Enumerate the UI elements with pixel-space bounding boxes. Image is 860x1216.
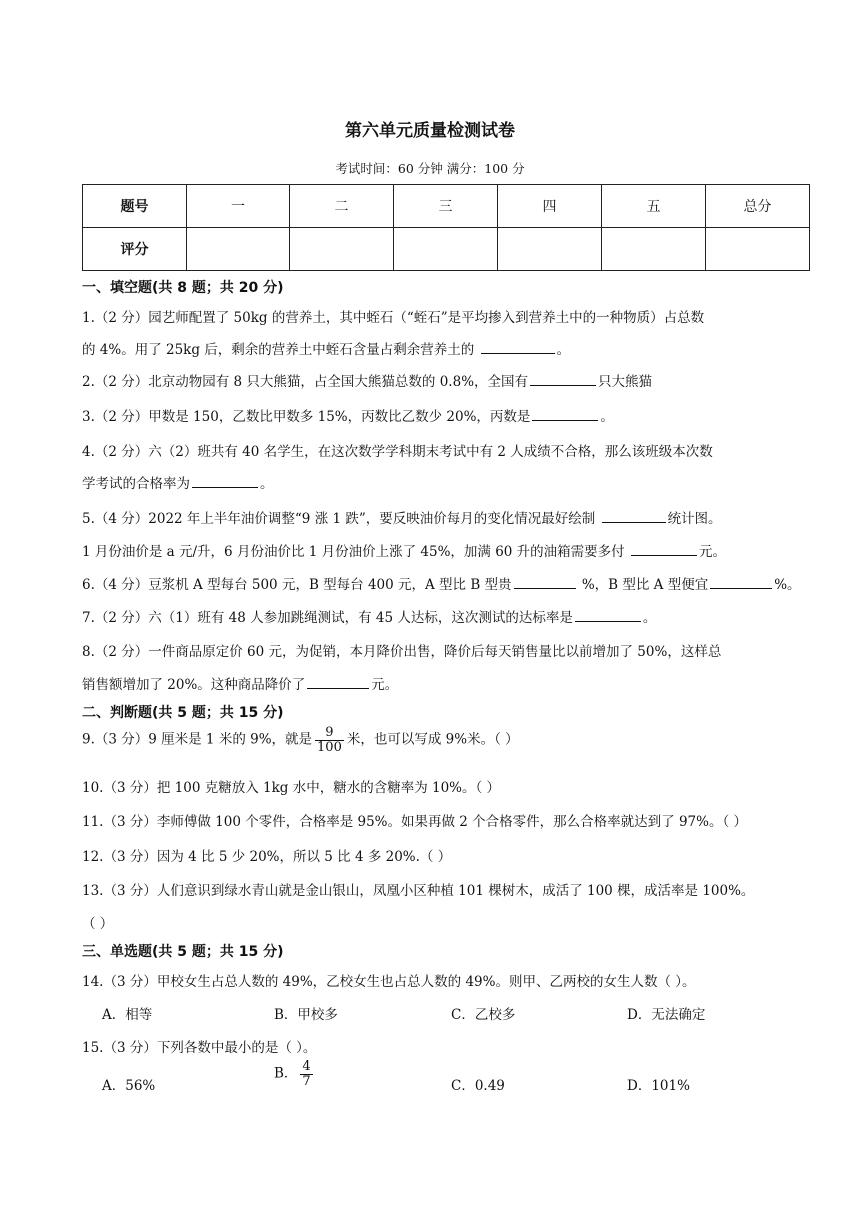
question-text: 3.（2 分）甲数是 150，乙数比甲数多 15%，丙数比乙数少 20%，丙数是 bbox=[82, 409, 531, 425]
score-entry-cell[interactable] bbox=[187, 228, 290, 271]
answer-blank[interactable] bbox=[192, 473, 258, 488]
option-b[interactable] bbox=[274, 1060, 316, 1088]
question-text: 只大熊猫 bbox=[598, 374, 653, 390]
question-3 bbox=[82, 405, 614, 425]
question-1-line-1: 1.（2 分）园艺师配置了 50kg 的营养土，其中蛭石（“蛭石”是平均掺入到营养土中的一种物质）占总数 bbox=[82, 310, 705, 326]
score-entry-cell[interactable] bbox=[602, 228, 706, 271]
score-table-cell: 五 bbox=[602, 185, 706, 228]
answer-blank[interactable] bbox=[481, 339, 555, 354]
score-table-score-row bbox=[83, 228, 810, 271]
question-12: 12.（3 分）因为 4 比 5 少 20%，所以 5 比 4 多 20%.（ ） bbox=[82, 849, 452, 865]
option-label: B． bbox=[274, 1065, 298, 1082]
option-c[interactable]: C．0.49 bbox=[451, 1078, 505, 1094]
section-heading-fill-blank: 一、填空题(共 8 题；共 20 分) bbox=[82, 280, 284, 296]
fraction-numerator: 4 bbox=[302, 1059, 311, 1074]
question-text: %，B 型比 A 型便宜 bbox=[577, 577, 709, 593]
fraction-4-over-7 bbox=[300, 1060, 312, 1088]
fraction-9-over-100 bbox=[315, 726, 344, 754]
question-text: %。 bbox=[774, 577, 801, 593]
question-1-line-2 bbox=[82, 338, 570, 358]
score-entry-cell[interactable] bbox=[394, 228, 498, 271]
question-text: 统计图。 bbox=[667, 511, 722, 527]
answer-blank[interactable] bbox=[514, 574, 576, 589]
fraction-numerator: 9 bbox=[325, 725, 334, 740]
fraction-denominator: 100 bbox=[317, 739, 342, 755]
question-text: 9.（3 分）9 厘米是 1 米的 9%，就是 bbox=[82, 731, 313, 748]
question-text: 1 月份油价是 a 元/升，6 月份油价比 1 月份油价上涨了 45%，加满 60 升的油箱需要多付 bbox=[82, 544, 629, 560]
answer-blank[interactable] bbox=[631, 541, 697, 556]
question-text: 。 bbox=[556, 342, 571, 358]
question-8-line-1: 8.（2 分）一件商品原定价 60 元，为促销，本月降价出售，降价后每天销售量比以前增加了 50%，这样总 bbox=[82, 644, 722, 660]
question-text: 。 bbox=[260, 476, 274, 492]
score-table-cell: 一 bbox=[187, 185, 290, 228]
score-table-cell: 题号 bbox=[83, 185, 187, 228]
question-5-line-1 bbox=[82, 507, 722, 527]
answer-blank[interactable] bbox=[602, 508, 666, 523]
question-text: 2.（2 分）北京动物园有 8 只大熊猫，占全国大熊猫总数的 0.8%，全国有 bbox=[82, 374, 529, 390]
question-11: 11.（3 分）李师傅做 100 个零件，合格率是 95%。如果再做 2 个合格零件，那么合格率就达到了 97%。（ ） bbox=[82, 814, 748, 830]
score-table-header-row bbox=[83, 185, 810, 228]
score-table-cell: 评分 bbox=[83, 228, 187, 271]
question-text: 5.（4 分）2022 年上半年油价调整“9 涨 1 跌”，要反映油价每月的变化情况最好绘制 bbox=[82, 511, 600, 527]
section-heading-single-choice: 三、单选题(共 5 题；共 15 分) bbox=[82, 944, 284, 960]
option-a[interactable]: A．56% bbox=[102, 1078, 156, 1094]
question-14-stem: 14.（3 分）甲校女生占总人数的 49%，乙校女生也占总人数的 49%。则甲、乙两校的女生人数（ ）。 bbox=[82, 974, 696, 990]
answer-blank[interactable] bbox=[575, 607, 641, 622]
question-15-stem: 15.（3 分）下列各数中最小的是（ ）。 bbox=[82, 1040, 317, 1056]
question-text: 元。 bbox=[698, 544, 726, 560]
question-13-line-1: 13.（3 分）人们意识到绿水青山就是金山银山，凤凰小区种植 101 棵树木，成活了 100 棵，成活率是 100%。 bbox=[82, 883, 755, 899]
question-10: 10.（3 分）把 100 克糖放入 1kg 水中，糖水的含糖率为 10%。（ ） bbox=[82, 780, 501, 796]
question-2 bbox=[82, 370, 652, 390]
section-heading-true-false: 二、判断题(共 5 题；共 15 分) bbox=[82, 705, 284, 721]
question-text: 。 bbox=[600, 409, 614, 425]
score-table-cell: 二 bbox=[290, 185, 394, 228]
score-entry-cell[interactable] bbox=[706, 228, 810, 271]
question-text: 6.（4 分）豆浆机 A 型每台 500 元，B 型每台 400 元，A 型比 B 型贵 bbox=[82, 577, 512, 593]
question-text: 销售额增加了 20%。这种商品降价了 bbox=[82, 677, 306, 693]
score-entry-cell[interactable] bbox=[290, 228, 394, 271]
option-d[interactable]: D．101% bbox=[627, 1078, 690, 1094]
question-text: 学考试的合格率为 bbox=[82, 476, 190, 492]
score-table-cell: 总分 bbox=[706, 185, 810, 228]
score-table bbox=[82, 184, 810, 271]
option-a[interactable]: A．相等 bbox=[102, 1007, 153, 1023]
answer-blank[interactable] bbox=[307, 674, 369, 689]
question-5-line-2 bbox=[82, 540, 726, 560]
option-c[interactable]: C．乙校多 bbox=[451, 1007, 516, 1023]
exam-subtitle: 考试时间：60 分钟 满分：100 分 bbox=[335, 161, 525, 176]
question-6 bbox=[82, 573, 801, 593]
question-9 bbox=[82, 726, 519, 754]
question-text: 元。 bbox=[371, 677, 399, 693]
question-text: 米，也可以写成 9%米。（ ） bbox=[346, 731, 519, 748]
answer-blank[interactable] bbox=[530, 371, 596, 386]
option-b[interactable]: B．甲校多 bbox=[274, 1007, 338, 1023]
answer-blank[interactable] bbox=[710, 574, 772, 589]
question-text: 。 bbox=[642, 610, 657, 626]
score-table-cell: 三 bbox=[394, 185, 498, 228]
answer-blank[interactable] bbox=[532, 406, 598, 421]
score-entry-cell[interactable] bbox=[498, 228, 602, 271]
option-d[interactable]: D．无法确定 bbox=[627, 1007, 706, 1023]
exam-title: 第六单元质量检测试卷 bbox=[345, 121, 515, 141]
question-7 bbox=[82, 606, 656, 626]
question-text: 的 4%。用了 25kg 后，剩余的营养土中蛭石含量占剩余营养土的 bbox=[82, 342, 479, 358]
score-table-cell: 四 bbox=[498, 185, 602, 228]
question-4-line-1: 4.（2 分）六（2）班共有 40 名学生，在这次数学学科期末考试中有 2 人成绩不合格，那么该班级本次数 bbox=[82, 444, 713, 460]
question-8-line-2 bbox=[82, 673, 398, 693]
question-4-line-2 bbox=[82, 472, 274, 492]
question-13-line-2: （ ） bbox=[82, 916, 114, 932]
fraction-denominator: 7 bbox=[302, 1073, 311, 1089]
question-text: 7.（2 分）六（1）班有 48 人参加跳绳测试，有 45 人达标，这次测试的达标率是 bbox=[82, 610, 573, 626]
